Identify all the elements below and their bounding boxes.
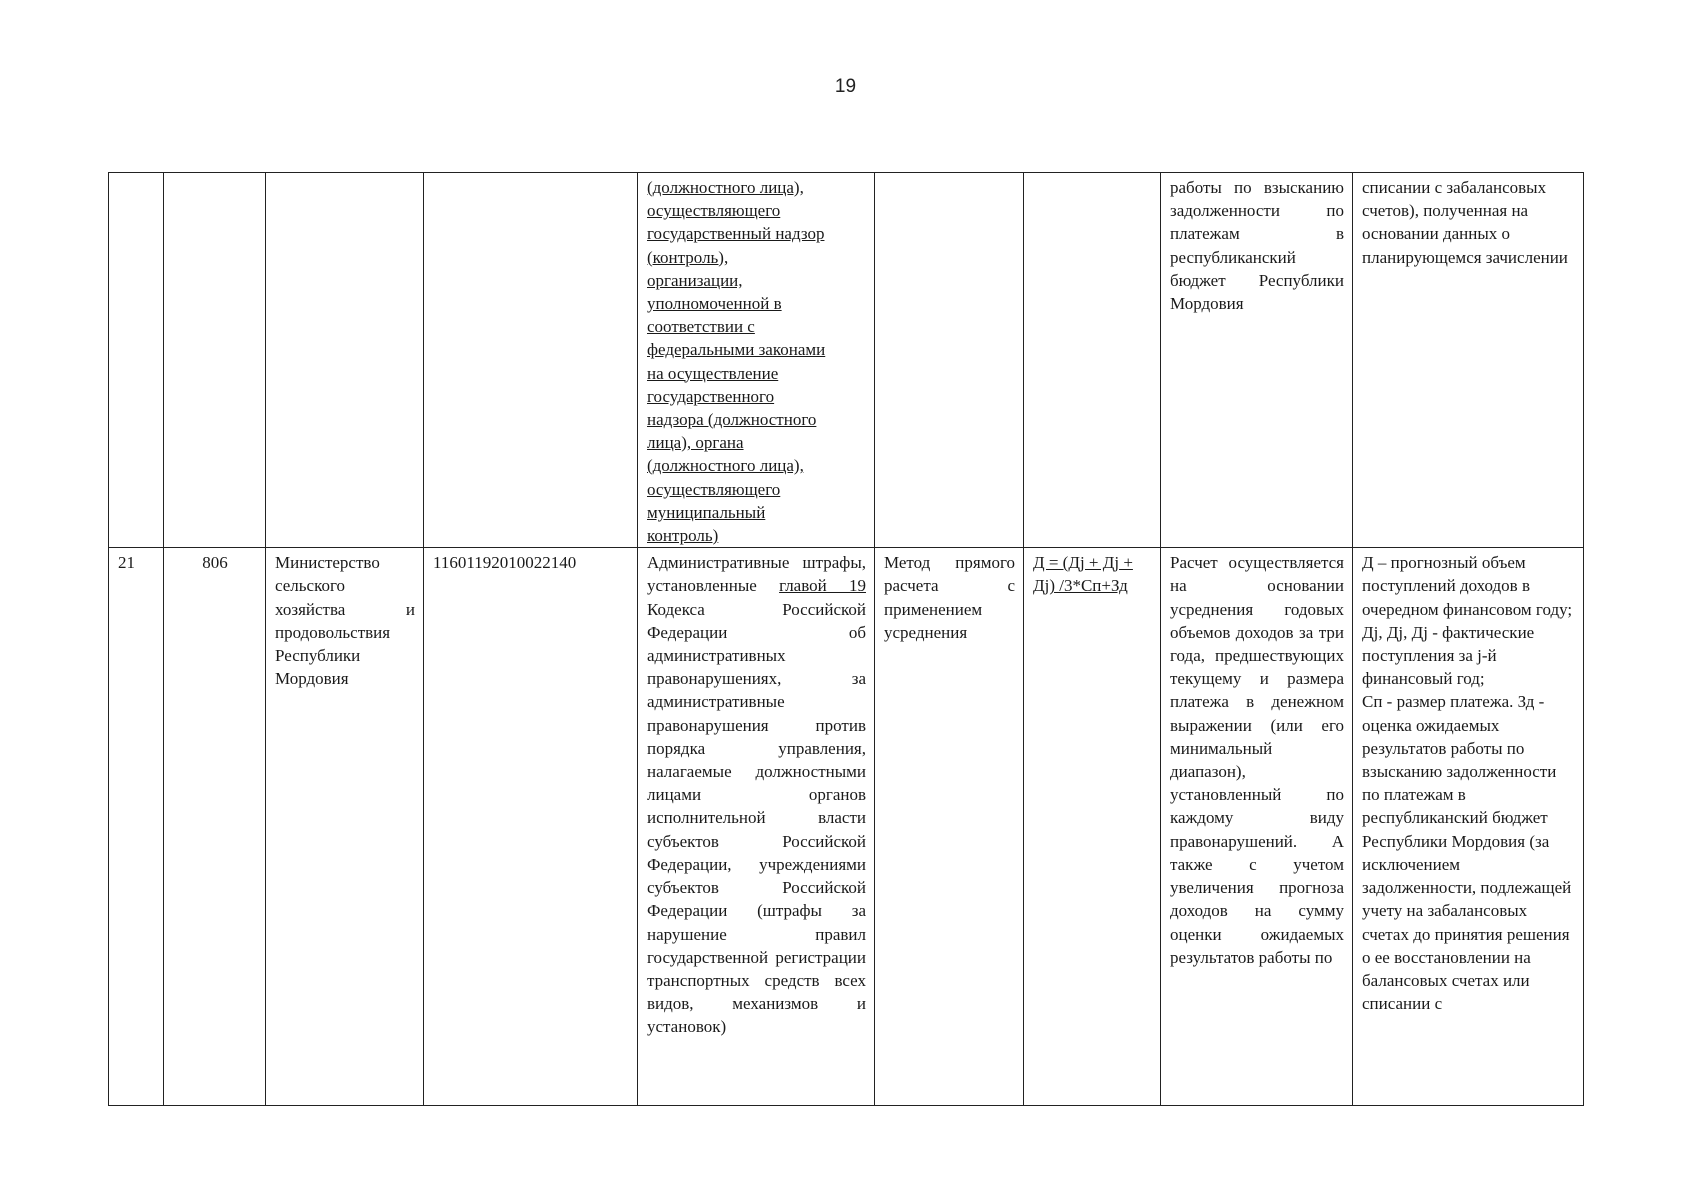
cell-desc-continued: списании с забалансовых счетов), полученная на основании данных о планирующемся зачислении	[1353, 173, 1584, 548]
revenue-forecast-table	[108, 172, 1584, 1106]
cell-admin-empty	[266, 173, 424, 548]
cell-method: Метод прямого расчета с применением усреднения	[875, 548, 1024, 1106]
cell-kbk-code: 11601192010022140	[424, 548, 638, 1106]
cell-name-continued	[638, 173, 875, 548]
name-line: на осуществление	[647, 363, 779, 383]
cell-description	[1353, 548, 1584, 1106]
cell-administrator: Министерство сельского хозяйства и продовольствия Республики Мордовия	[266, 548, 424, 1106]
cell-formula-empty	[1024, 173, 1161, 548]
name-line: (должностного лица),	[647, 456, 804, 476]
cell-method-empty	[875, 173, 1024, 548]
desc-item: Д – прогнозный объем поступлений доходов в очередном финансовом году;	[1362, 553, 1573, 619]
page-number: 19	[834, 76, 857, 97]
name-line: лица), органа	[647, 433, 744, 453]
desc-item: Дj, Дj, Дj - фактические поступления за j-й финансовый год;	[1362, 622, 1535, 689]
cell-code-empty	[164, 173, 266, 548]
name-line: надзора (должностного	[647, 410, 817, 430]
cell-revenue-name	[638, 548, 875, 1106]
name-line: (должностного лица),	[647, 178, 804, 197]
cell-calc-continued: работы по взысканию задолженности по платежам в республиканский бюджет Республики Мордовия	[1161, 173, 1353, 548]
cell-admin-code: 806	[164, 548, 266, 1106]
name-line: государственный надзор	[647, 224, 825, 244]
table-row-21	[109, 548, 1584, 1106]
name-line: уполномоченной в	[647, 294, 782, 314]
cell-num-empty	[109, 173, 164, 548]
table-row-continued	[109, 173, 1584, 548]
name-line: муниципальный	[647, 502, 766, 522]
name-line: организации,	[647, 270, 743, 290]
desc-item: Сп - размер платежа. Зд - оценка ожидаемых результатов работы по взысканию задолженности по платежам в республиканский бюджет Республики Мордовия (за исключением задолженности, подлежащей учету на забалансовых счетах до принятия решения о ее восстановлении на балансовых счетах или списании с	[1362, 692, 1572, 1014]
name-line: федеральными законами	[647, 340, 826, 360]
cell-row-number: 21	[109, 548, 164, 1106]
cell-formula: Д = (Дj + Дj + Дj) /3*Сп+Зд	[1024, 548, 1161, 1106]
name-line: государственного	[647, 386, 775, 406]
name-line: (контроль),	[647, 247, 729, 267]
chapter-link[interactable]: главой 19	[779, 576, 866, 596]
cell-calculation: Расчет осуществляется на основании усреднения годовых объемов доходов за три года, предшествующих текущему и размера платежа в денежном выражении (или его минимальный диапазон), установленный по каждому виду правонарушений. А также с учетом увеличения прогноза доходов на сумму оценки ожидаемых результатов работы по	[1161, 548, 1353, 1106]
revenue-name-post: Кодекса Российской Федерации об административных правонарушениях, за административные правонарушения против порядка управления, налагаемые должностными лицами органов исполнительной власти субъектов Российской Федерации, учреждениями субъектов Российской Федерации (штрафы за нарушение правил государственной регистрации транспортных средств всех видов, механизмов и установок)	[647, 599, 866, 1037]
name-line: контроль)	[647, 526, 719, 546]
name-line: осуществляющего	[647, 201, 781, 221]
name-line: осуществляющего	[647, 479, 781, 499]
revenue-name-pre: Административные штрафы, установленные	[647, 553, 866, 596]
cell-kbk-empty	[424, 173, 638, 548]
name-line: соответствии с	[647, 317, 755, 337]
